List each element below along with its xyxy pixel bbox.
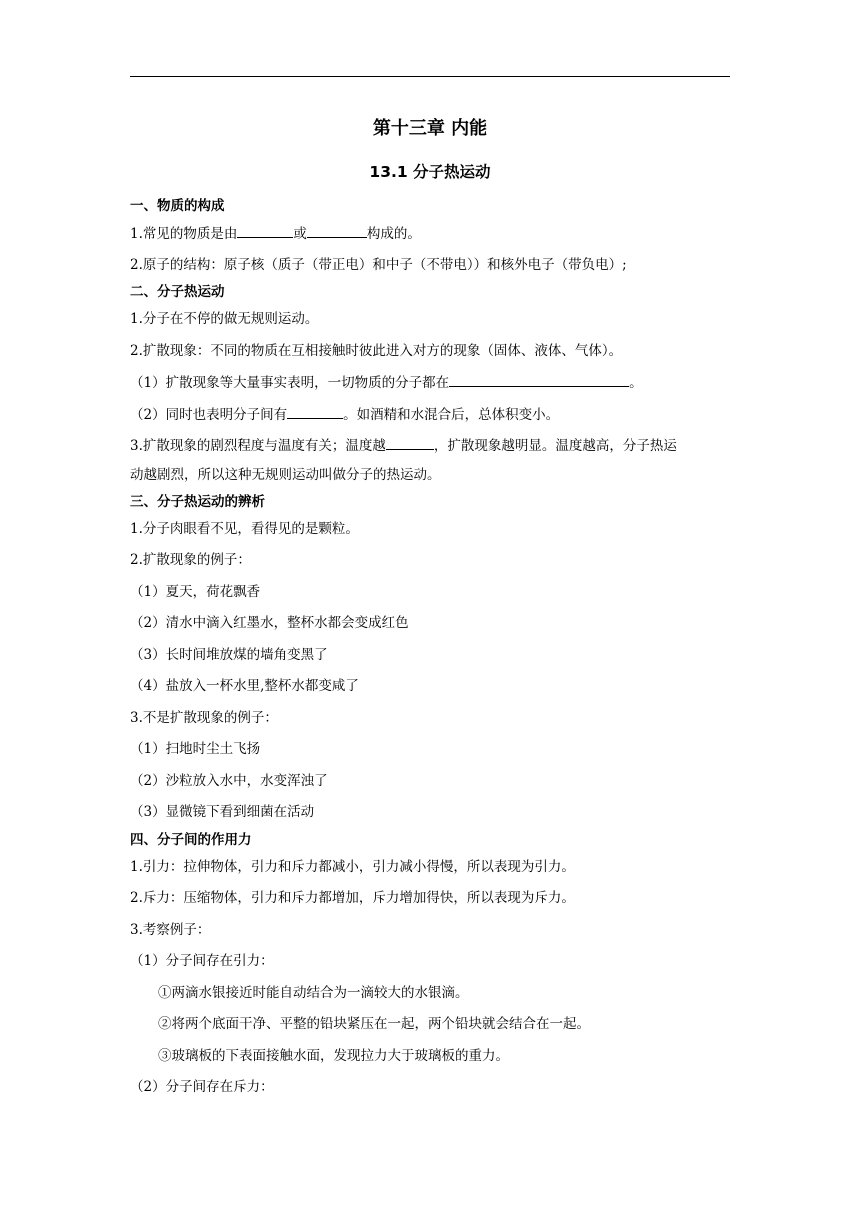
section-heading-thermal-motion: 二、分子热运动 xyxy=(130,284,225,300)
thermal-line-3 xyxy=(130,372,750,392)
text-segment: 。 xyxy=(629,375,643,391)
forces-line-3: 3.考察例子： xyxy=(130,922,211,938)
thermal-line-4 xyxy=(130,404,750,424)
forces-line-4: （1）分子间存在引力： xyxy=(130,953,274,969)
analysis-line-8: （1）扫地时尘土飞扬 xyxy=(130,741,261,757)
section-heading-analysis: 三、分子热运动的辨析 xyxy=(130,494,265,510)
analysis-line-9: （2）沙粒放入水中，水变浑浊了 xyxy=(130,773,328,789)
text-segment: 1.常见的物质是由 xyxy=(130,226,238,242)
analysis-line-1: 1.分子肉眼看不见，看得见的是颗粒。 xyxy=(130,521,359,537)
forces-line-6: ②将两个底面干净、平整的铅块紧压在一起，两个铅块就会结合在一起。 xyxy=(158,1016,590,1032)
analysis-line-3: （1）夏天，荷花飘香 xyxy=(130,584,261,600)
thermal-line-5 xyxy=(130,435,750,455)
text-segment: 3.扩散现象的剧烈程度与温度有关；温度越 xyxy=(130,438,386,454)
thermal-line-2: 2.扩散现象：不同的物质在互相接触时彼此进入对方的现象（固体、液体、气体）。 xyxy=(130,343,623,359)
forces-line-5: ①两滴水银接近时能自动结合为一滴较大的水银滴。 xyxy=(158,985,469,1001)
fill-blank[interactable] xyxy=(237,223,293,238)
thermal-line-6: 动越剧烈，所以这种无规则运动叫做分子的热运动。 xyxy=(130,467,441,483)
analysis-line-10: （3）显微镜下看到细菌在活动 xyxy=(130,804,315,820)
analysis-line-2: 2.扩散现象的例子： xyxy=(130,552,251,568)
text-segment: ，扩散现象越明显。温度越高，分子热运 xyxy=(433,438,677,454)
header-rule xyxy=(130,76,730,77)
fill-blank[interactable] xyxy=(307,223,367,238)
text-segment: 构成的。 xyxy=(366,226,421,242)
forces-line-8: （2）分子间存在斥力： xyxy=(130,1079,274,1095)
analysis-line-4: （2）清水中滴入红墨水，整杯水都会变成红色 xyxy=(130,615,409,631)
forces-line-1: 1.引力：拉伸物体，引力和斥力都减小，引力减小得慢，所以表现为引力。 xyxy=(130,859,575,875)
chapter-title: 第十三章 内能 xyxy=(372,118,488,139)
forces-line-7: ③玻璃板的下表面接触水面，发现拉力大于玻璃板的重力。 xyxy=(158,1048,509,1064)
section-heading-composition: 一、物质的构成 xyxy=(130,198,225,214)
thermal-line-1: 1.分子在不停的做无规则运动。 xyxy=(130,311,319,327)
fill-blank[interactable] xyxy=(287,404,343,419)
analysis-line-6: （4）盐放入一杯水里,整杯水都变咸了 xyxy=(130,678,359,694)
forces-line-2: 2.斥力：压缩物体，引力和斥力都增加，斥力增加得快，所以表现为斥力。 xyxy=(130,890,575,906)
fill-blank[interactable] xyxy=(449,372,629,387)
text-segment: （1）扩散现象等大量事实表明，一切物质的分子都在 xyxy=(130,375,450,391)
text-segment: 或 xyxy=(293,226,307,242)
section-heading-forces: 四、分子间的作用力 xyxy=(130,832,252,848)
section-title: 13.1 分子热运动 xyxy=(369,163,491,181)
text-segment: 。如酒精和水混合后，总体积变小。 xyxy=(343,407,560,423)
text-segment: （2）同时也表明分子间有 xyxy=(130,407,288,423)
fill-blank[interactable] xyxy=(386,435,434,450)
composition-line-2: 2.原子的结构：原子核（质子（带正电）和中子（不带电））和核外电子（带负电）; xyxy=(130,257,627,273)
analysis-line-5: （3）长时间堆放煤的墙角变黑了 xyxy=(130,647,328,663)
composition-line-1 xyxy=(130,223,750,243)
analysis-line-7: 3.不是扩散现象的例子： xyxy=(130,710,278,726)
